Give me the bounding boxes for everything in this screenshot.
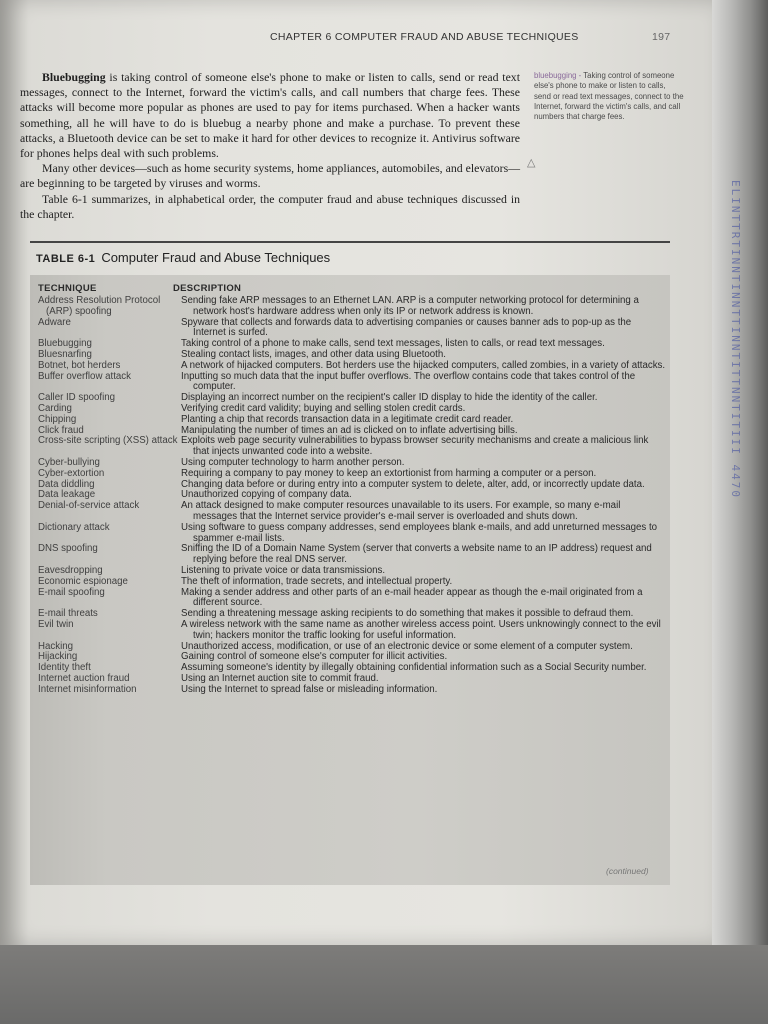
- technique-cell: Hijacking: [38, 651, 78, 663]
- technique-cell: Botnet, bot herders: [38, 359, 121, 371]
- table-row: [38, 436, 666, 458]
- description-cell: Listening to private voice or data transmissions.: [181, 564, 386, 576]
- page-number: 197: [652, 31, 671, 43]
- paragraph-devices: Many other devices—such as home security systems, home appliances, automobiles, and elevators—are beginning to be targeted by viruses and worms.: [20, 161, 520, 191]
- table-number: TABLE 6-1: [36, 253, 96, 265]
- description-cell: Inputting so much data that the input buffer overflows. The overflow contains code that takes control of the computer.: [181, 370, 636, 393]
- column-header-description: DESCRIPTION: [173, 283, 242, 294]
- technique-cell: Economic espionage: [38, 575, 128, 587]
- technique-cell: Chipping: [38, 413, 77, 425]
- technique-cell: Address Resolution Protocol (ARP) spoofing: [38, 295, 161, 317]
- description-cell: Using computer technology to harm another person.: [181, 456, 405, 468]
- table-row: [38, 480, 666, 491]
- technique-cell: Denial-of-service attack: [38, 500, 140, 512]
- chapter-title: CHAPTER 6 COMPUTER FRAUD AND ABUSE TECHNIQUES: [270, 31, 579, 43]
- table-row: [38, 469, 666, 480]
- description-cell: Sending fake ARP messages to an Ethernet LAN. ARP is a computer networking protocol for determining a network host's hardware address when only its IP or network address is known.: [181, 295, 639, 317]
- spine-text: ELINTTRTINNTINNTTINNTITTNNTITIII 4470: [729, 180, 742, 500]
- table-row: [38, 544, 666, 566]
- table-row: [38, 620, 666, 642]
- paragraph-1-text: is taking control of someone else's phone to make or listen to calls, send or read text messages, connect to the Internet, forward the victim's calls, and call numbers that charge fees. These attacks will become more popular as phones are used to pay for items purchased. When a hacker wants something, all he will have to do is bluebug a nearby phone and make a purchase. To prevent these attacks, a Bluetooth device can be set to make it hard for other devices to recognize it. Antivirus software for phones helps deal with such problems.: [20, 70, 520, 161]
- technique-cell: Cross-site scripting (XSS) attack: [38, 435, 178, 447]
- technique-cell: Cyber-bullying: [38, 456, 100, 468]
- description-cell: An attack designed to make computer resources unavailable to its users. For example, so many e-mail messages that the Internet service provider's e-mail server is overloaded and shuts down.: [181, 500, 621, 522]
- table-row: [38, 296, 666, 318]
- description-cell: A network of hijacked computers. Bot herders use the hijacked computers, called zombies, in a variety of attacks.: [181, 359, 666, 371]
- table-title: [36, 249, 636, 267]
- margin-definition: [534, 71, 684, 122]
- description-cell: Planting a chip that records transaction data in a legitimate credit card reader.: [181, 413, 514, 425]
- description-cell: Unauthorized access, modification, or use of an electronic device or some element of a computer system.: [181, 640, 633, 652]
- body-text: [20, 70, 520, 222]
- description-cell: Verifying credit card validity; buying and selling stolen credit cards.: [181, 402, 466, 414]
- table-row: [38, 588, 666, 610]
- pencil-mark-icon: △: [527, 157, 536, 169]
- table-top-rule: [30, 241, 670, 243]
- technique-cell: Caller ID spoofing: [38, 392, 115, 404]
- description-cell: Sending a threatening message asking recipients to do something that makes it possible to defraud them.: [181, 608, 634, 620]
- description-cell: Displaying an incorrect number on the recipient's caller ID display to hide the identity of the caller.: [181, 392, 598, 404]
- technique-cell: E-mail spoofing: [38, 586, 105, 598]
- technique-cell: Buffer overflow attack: [38, 370, 131, 382]
- running-head: [270, 31, 690, 47]
- description-cell: Assuming someone's identity by illegally obtaining confidential information such as a Social Security number.: [181, 662, 647, 674]
- technique-cell: Internet misinformation: [38, 683, 137, 695]
- description-cell: Unauthorized copying of company data.: [181, 489, 352, 501]
- technique-table: [38, 296, 666, 695]
- description-cell: Stealing contact lists, images, and other data using Bluetooth.: [181, 348, 446, 360]
- description-cell: Using software to guess company addresses, send employees blank e-mails, and add unreturned messages to spammer e-mail lists.: [181, 521, 658, 544]
- description-cell: Exploits web page security vulnerabilities to bypass browser security mechanisms and create a malicious link that injects unwanted code into a website.: [181, 435, 649, 458]
- bluebugging-term: Bluebugging: [42, 70, 106, 84]
- column-header-technique: TECHNIQUE: [38, 283, 97, 294]
- table-row: [38, 318, 666, 340]
- description-cell: Taking control of a phone to make calls, send text messages, listen to calls, or read text messages.: [181, 338, 605, 350]
- margin-term: bluebugging -: [534, 71, 584, 80]
- technique-cell: E-mail threats: [38, 608, 98, 620]
- description-cell: A wireless network with the same name as another wireless access point. Users unknowingly connect to the evil twin; hackers monitor the traffic looking for useful information.: [181, 618, 661, 641]
- table-row: [38, 361, 666, 372]
- table-row: [38, 523, 666, 545]
- continued-label: (continued): [606, 866, 649, 876]
- technique-cell: Adware: [38, 316, 71, 328]
- desk-surface: [0, 945, 768, 1024]
- technique-cell: Hacking: [38, 640, 73, 652]
- technique-cell: Click fraud: [38, 424, 84, 436]
- technique-cell: Bluesnarfing: [38, 348, 92, 360]
- description-cell: Using an Internet auction site to commit fraud.: [181, 672, 379, 684]
- technique-cell: Dictionary attack: [38, 521, 110, 533]
- technique-cell: Cyber-extortion: [38, 467, 105, 479]
- description-cell: The theft of information, trade secrets, and intellectual property.: [181, 575, 453, 587]
- technique-cell: Evil twin: [38, 618, 74, 630]
- technique-cell: Data leakage: [38, 489, 96, 501]
- technique-cell: Data diddling: [38, 478, 95, 490]
- table-row: [38, 501, 666, 523]
- table-name: Computer Fraud and Abuse Techniques: [101, 250, 331, 265]
- description-cell: Making a sender address and other parts of an e-mail header appear as though the e-mail originated from a different source.: [181, 586, 643, 609]
- technique-cell: Bluebugging: [38, 338, 92, 350]
- table-row: [38, 685, 666, 696]
- description-cell: Manipulating the number of times an ad is clicked on to inflate advertising bills.: [181, 424, 518, 436]
- description-cell: Sniffing the ID of a Domain Name System (server that converts a website name to an IP address) request and replying before the real DNS server.: [181, 543, 652, 566]
- paragraph-table-intro: Table 6-1 summarizes, in alphabetical order, the computer fraud and abuse techniques discussed in the chapter.: [20, 191, 520, 221]
- description-cell: Changing data before or during entry into a computer system to delete, alter, add, or incorrectly update data.: [181, 478, 645, 490]
- technique-cell: Identity theft: [38, 662, 91, 674]
- description-cell: Using the Internet to spread false or misleading information.: [181, 683, 438, 695]
- technique-cell: Eavesdropping: [38, 564, 103, 576]
- table-row: [38, 577, 666, 588]
- description-cell: Requiring a company to pay money to keep an extortionist from harming a computer or a person.: [181, 467, 597, 479]
- description-cell: Spyware that collects and forwards data to advertising companies or causes banner ads to pop-up as the Internet is surfed.: [181, 316, 632, 339]
- paragraph-bluebugging: [20, 70, 520, 161]
- technique-cell: Carding: [38, 402, 72, 414]
- margin-definition-text: Taking control of someone else's phone to make or listen to calls, send or read text messages, connect to the Internet, forward the victim's calls, and call numbers that charge fees.: [534, 71, 684, 122]
- description-cell: Gaining control of someone else's computer for illicit activities.: [181, 651, 448, 663]
- table-row: [38, 372, 666, 394]
- technique-cell: DNS spoofing: [38, 543, 98, 555]
- table-row: [38, 415, 666, 426]
- technique-cell: Internet auction fraud: [38, 672, 130, 684]
